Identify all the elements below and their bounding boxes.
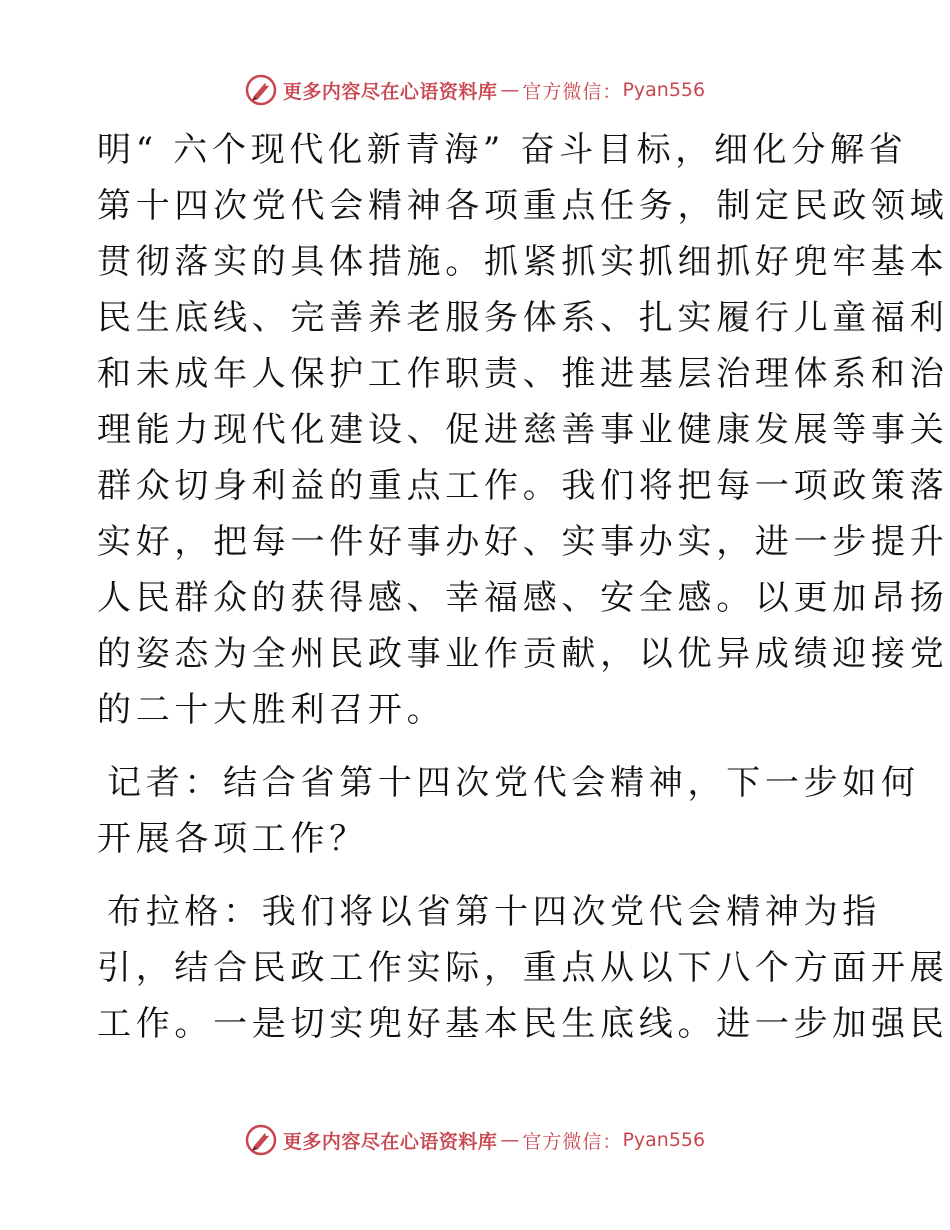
watermark-wechat-id: Pyan556: [622, 1129, 706, 1151]
text-line: 工作。一是切实兜好基本民生底线。进一步加强民: [97, 1004, 949, 1044]
question-paragraph: [97, 755, 920, 867]
text-line: 开展各项工作？: [97, 819, 368, 859]
text-line: 贯彻落实的具体措施。抓紧抓实抓细抓好兜牢基本: [97, 242, 949, 282]
text-line: 的二十大胜利召开。: [97, 690, 446, 730]
text-line: 的姿态为全州民政事业作贡献，以优异成绩迎接党: [97, 634, 949, 674]
text-line: 记者：结合省第十四次党代会精神，下一步如何: [107, 763, 920, 803]
text-line: 理能力现代化建设、促进慈善事业健康发展等事关: [97, 410, 949, 450]
text-line: 明“ 六个现代化新青海” 奋斗目标，细化分解省: [97, 130, 908, 170]
header-watermark: [0, 70, 950, 110]
watermark-dash: —: [500, 79, 520, 101]
watermark-label: 官方微信：: [522, 1130, 623, 1153]
document-body: [97, 122, 949, 1052]
answer-paragraph: [97, 884, 949, 1052]
watermark-wechat-id: Pyan556: [622, 79, 706, 101]
text-line: 群众切身利益的重点工作。我们将把每一项政策落: [97, 466, 949, 506]
text-line: 第十四次党代会精神各项重点任务，制定民政领域: [97, 186, 949, 226]
paragraph-1: [97, 122, 949, 738]
watermark-brand: 更多内容尽在心语资料库: [282, 1130, 498, 1153]
pen-logo-icon: [245, 1124, 277, 1156]
watermark-label: 官方微信：: [522, 80, 623, 103]
text-line: 布拉格：我们将以省第十四次党代会精神为指: [107, 892, 881, 932]
watermark-brand: 更多内容尽在心语资料库: [282, 80, 498, 103]
text-line: 民生底线、完善养老服务体系、扎实履行儿童福利: [97, 298, 949, 338]
text-line: 人民群众的获得感、幸福感、安全感。以更加昂扬: [97, 578, 949, 618]
pen-logo-icon: [245, 74, 277, 106]
footer-watermark: [0, 1120, 950, 1160]
text-line: 引，结合民政工作实际，重点从以下八个方面开展: [97, 948, 949, 988]
text-line: 和未成年人保护工作职责、推进基层治理体系和治: [97, 354, 949, 394]
text-line: 实好，把每一件好事办好、实事办实，进一步提升: [97, 522, 949, 562]
watermark-dash: —: [500, 1129, 520, 1151]
